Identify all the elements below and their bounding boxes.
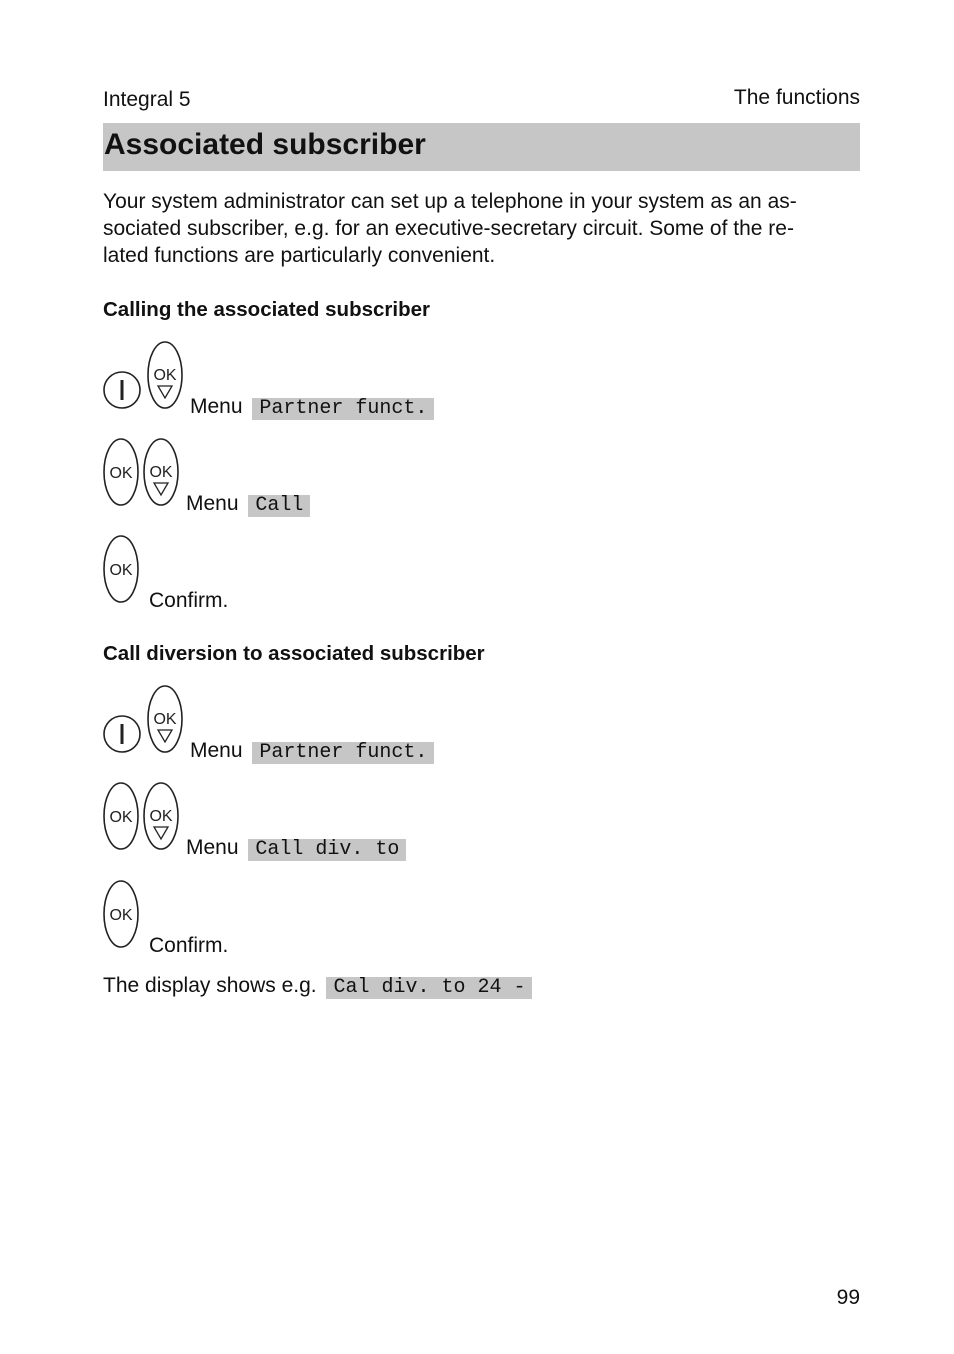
ok-key-icon: [102, 534, 140, 609]
step-text: [186, 836, 406, 861]
section-heading-diversion: Call diversion to associated subscriber: [103, 642, 485, 665]
ok-down-key-icon: [146, 340, 184, 415]
menu-label: Menu: [190, 739, 243, 762]
ok-key-icon: [102, 781, 140, 856]
svg-text:OK: OK: [149, 464, 173, 481]
display-example-label: The display shows e.g.: [103, 974, 317, 997]
ok-key-icon: [102, 437, 140, 512]
intro-line-3: lated functions are particularly convenient.: [103, 244, 496, 267]
display-example: [103, 974, 532, 999]
display-text: Partner funct.: [252, 742, 434, 764]
step-call-2: [102, 440, 802, 520]
step-call-3: [102, 537, 802, 617]
step-text: [186, 492, 310, 517]
page-number: 99: [836, 1286, 860, 1309]
display-text: Partner funct.: [252, 398, 434, 420]
svg-text:OK: OK: [109, 907, 133, 924]
intro-line-1: Your system administrator can set up a telephone in your system as an as-: [103, 190, 797, 213]
info-key-icon: [102, 370, 142, 415]
step-text: [190, 739, 434, 764]
step-div-2: [102, 784, 802, 864]
svg-text:OK: OK: [149, 808, 173, 825]
display-text: Call div. to: [248, 839, 406, 861]
ok-key-icon: [102, 879, 140, 954]
svg-text:OK: OK: [109, 562, 133, 579]
step-call-1: [102, 343, 802, 423]
menu-label: Menu: [186, 836, 239, 859]
display-text: Call: [248, 495, 310, 517]
section-heading-calling: Calling the associated subscriber: [103, 298, 430, 321]
title-bar: [103, 123, 860, 171]
svg-text:OK: OK: [109, 465, 133, 482]
ok-down-key-icon: [146, 684, 184, 759]
step-div-3: [102, 882, 802, 962]
page-title: Associated subscriber: [104, 128, 426, 161]
svg-text:OK: OK: [153, 367, 177, 384]
info-key-icon: [102, 714, 142, 759]
step-div-1: [102, 687, 802, 767]
step-text: [190, 395, 434, 420]
menu-label: Menu: [186, 492, 239, 515]
confirm-text: Confirm.: [149, 934, 229, 957]
intro-line-2: sociated subscriber, e.g. for an executive-secretary circuit. Some of the re-: [103, 217, 794, 240]
menu-label: Menu: [190, 395, 243, 418]
svg-text:OK: OK: [153, 711, 177, 728]
confirm-text: Confirm.: [149, 589, 229, 612]
display-example-text: Cal div. to 24 -: [326, 977, 532, 999]
ok-down-key-icon: [142, 781, 180, 856]
header-section: The functions: [733, 86, 860, 109]
svg-text:OK: OK: [109, 809, 133, 826]
header-product: Integral 5: [103, 88, 191, 111]
ok-down-key-icon: [142, 437, 180, 512]
intro-paragraph: [103, 188, 863, 269]
